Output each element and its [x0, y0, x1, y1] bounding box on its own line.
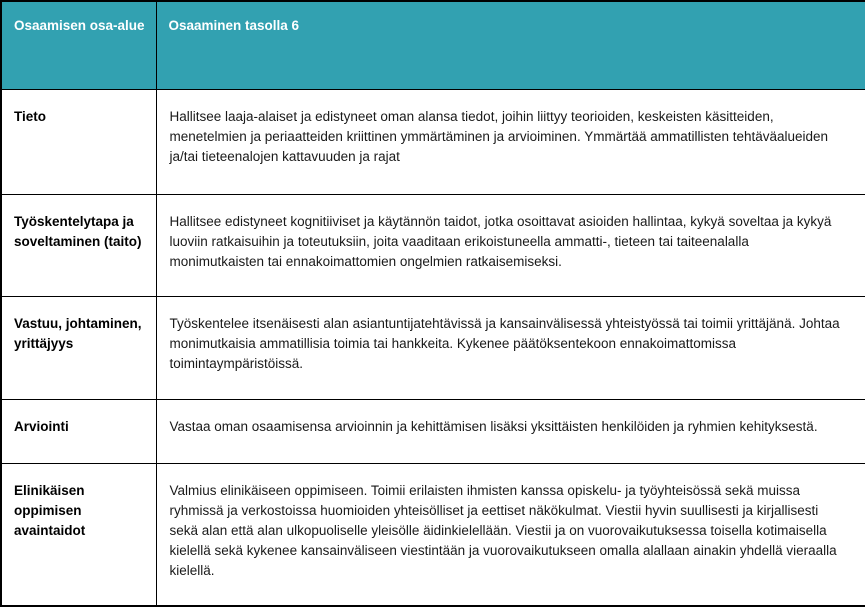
table-row-tieto [1, 89, 865, 194]
table-row-vastuu [1, 296, 865, 399]
header-cell-osaamisen-osa-alue: Osaamisen osa-alue [1, 1, 156, 89]
row-label-tyoskentelytapa: Työskentelytapa ja soveltaminen (taito) [1, 194, 156, 296]
row-description-arviointi: Vastaa oman osaamisensa arvioinnin ja kehittämisen lisäksi yksittäisten henkilöiden ja ryhmien kehityksestä. [156, 399, 865, 463]
row-label-tieto: Tieto [1, 89, 156, 194]
table-row-elinikainen-oppiminen [1, 463, 865, 606]
row-label-vastuu: Vastuu, johtaminen, yrittäjyys [1, 296, 156, 399]
row-description-tyoskentelytapa: Hallitsee edistyneet kognitiiviset ja käytännön taidot, jotka osoittavat asioiden hallintaa, kykyä soveltaa ja kykyä luoviin ratkaisuihin ja toteutuksiin, joita vaaditaan erikoistuneella ammatti-, tieteen tai taiteenalalla monimutkaisten tai ennakoimattomien ongelmien ratkaisemiseksi. [156, 194, 865, 296]
row-label-arviointi: Arviointi [1, 399, 156, 463]
table-row-arviointi [1, 399, 865, 463]
table-row-tyoskentelytapa [1, 194, 865, 296]
table-header-row [1, 1, 865, 89]
row-description-elinikainen-oppiminen: Valmius elinikäiseen oppimiseen. Toimii erilaisten ihmisten kanssa opiskelu- ja työyhteisössä sekä muissa ryhmissä ja verkostoissa huomioiden yhteisölliset ja eettiset näkökulmat. Viestii hyvin suullisesti ja kirjallisesti sekä alan että alan ulkopuoliselle yleisölle äidinkielellään. Viestii ja on vuorovaikutuksessa toisella kotimaisella kielellä sekä kykenee kansainväliseen viestintään ja vuorovaikutukseen omalla alallaan ainakin yhdellä vieraalla kielellä. [156, 463, 865, 606]
row-description-tieto: Hallitsee laaja-alaiset ja edistyneet oman alansa tiedot, joihin liittyy teorioiden, keskeisten käsitteiden, menetelmien ja periaatteiden kriittinen ymmärtäminen ja arvioiminen. Ymmärtää ammatillisten tehtäväalueiden ja/tai tieteenalojen kattavuuden ja rajat [156, 89, 865, 194]
row-description-vastuu: Työskentelee itsenäisesti alan asiantuntijatehtävissä ja kansainvälisessä yhteistyössä tai toimii yrittäjänä. Johtaa monimutkaisia ammatillisia toimia tai hankkeita. Kykenee päätöksentekoon ennakoimattomissa toimintaympäristöissä. [156, 296, 865, 399]
header-cell-osaaminen-tasolla-6: Osaaminen tasolla 6 [156, 1, 865, 89]
row-label-elinikainen-oppiminen: Elinikäisen oppimisen avaintaidot [1, 463, 156, 606]
